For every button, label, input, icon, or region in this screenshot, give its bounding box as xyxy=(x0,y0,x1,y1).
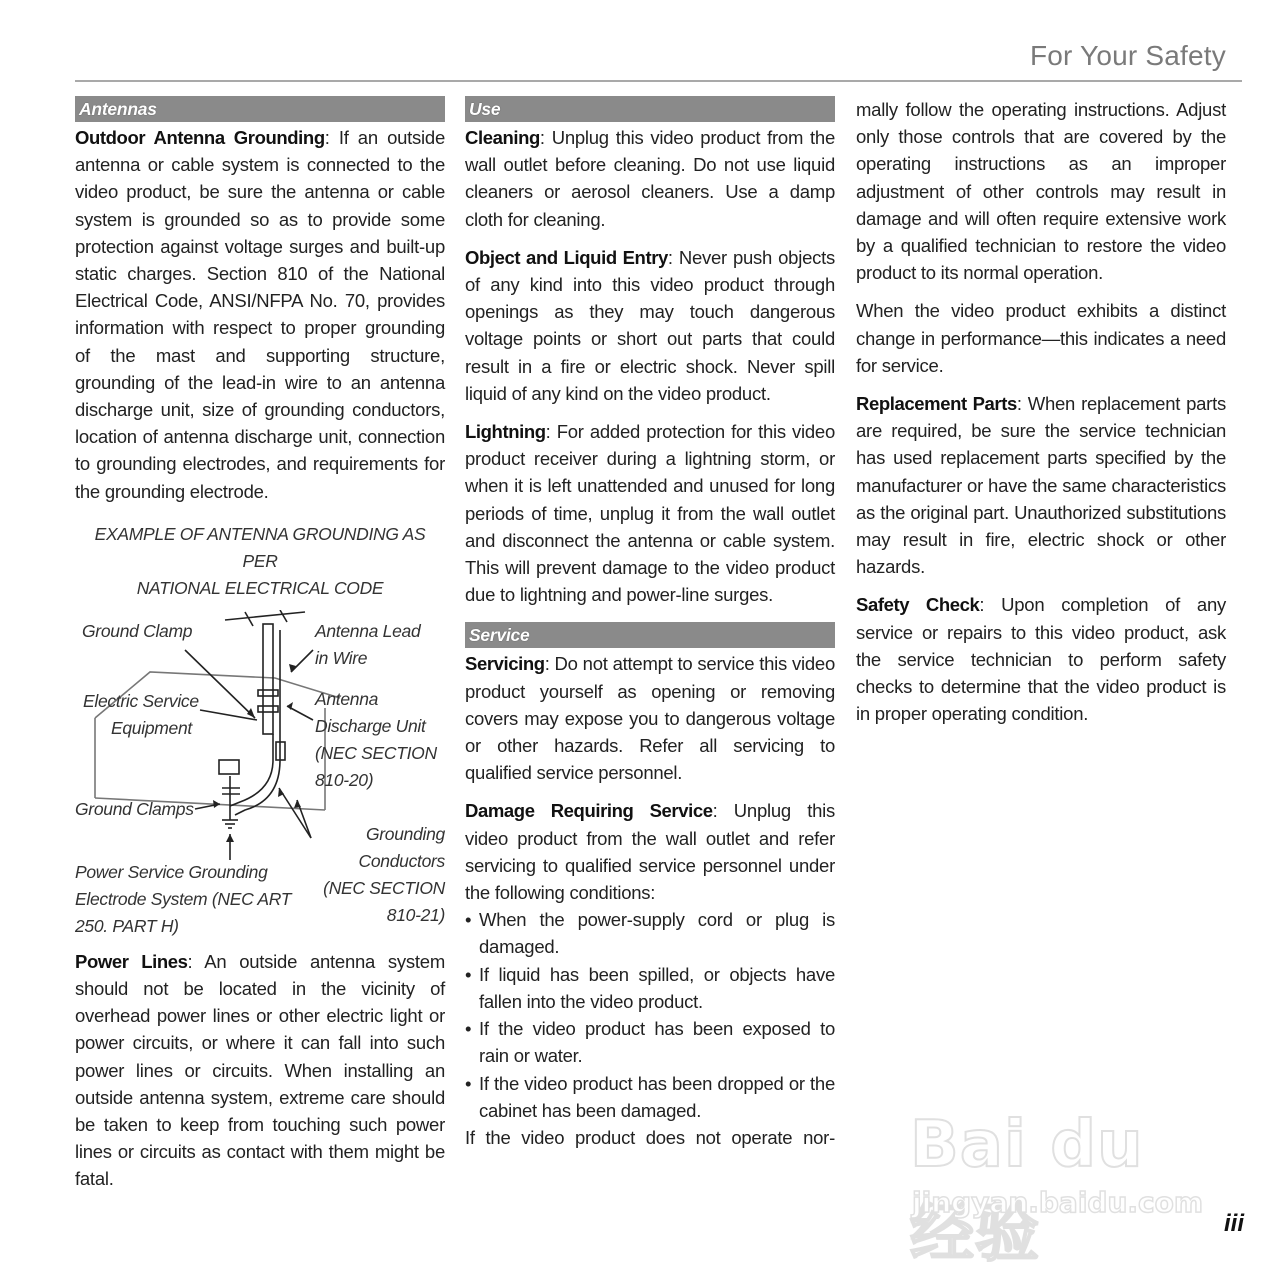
column-right xyxy=(856,96,1226,738)
figure-caption xyxy=(75,521,445,602)
term-power-lines: Power Lines xyxy=(75,950,188,972)
text-lightning: : For added protection for this video product receiver during a lightning storm, or when it is left unattended and unused for long periods of time, unplug it from the wall outlet and disconnect the antenna or cable system. This will prevent damage to the video product due to lightning and power-line surges. xyxy=(465,421,835,606)
section-heading-service: Service xyxy=(465,622,835,648)
paragraph-lightning xyxy=(465,418,835,608)
term-object-liquid-entry: Object and Liquid Entry xyxy=(465,246,668,268)
page-header xyxy=(75,38,1242,82)
label-electric-service-line-1: Electric Service xyxy=(83,690,199,711)
antenna-mast xyxy=(263,624,273,734)
list-item: • If the video product has been exposed to rain or water. xyxy=(465,1015,835,1069)
antenna-grounding-diagram xyxy=(75,610,445,946)
paragraph-damage-requiring-service xyxy=(465,797,835,906)
baidu-watermark xyxy=(908,1088,1208,1271)
list-item: • When the power-supply cord or plug is damaged. xyxy=(465,906,835,960)
paragraph-replacement-parts xyxy=(856,390,1226,580)
figure-caption-line-2: NATIONAL ELECTRICAL CODE xyxy=(136,577,384,598)
term-servicing: Servicing xyxy=(465,653,545,675)
label-antenna-lead-line-2: in Wire xyxy=(315,647,368,668)
paragraph-not-operate: If the video product does not operate nor- xyxy=(465,1126,835,1148)
text-replacement-parts: : When replacement parts are required, be sure the service technician has used replacement parts specified by the manufacturer or have the same characteristics as the original part. Unauthorized substitutions may result in fire, electric shock or other hazards. xyxy=(856,393,1226,578)
label-grounding-line-1: Grounding xyxy=(365,823,445,844)
watermark-logo: Bai du 经验 xyxy=(910,1108,1144,1271)
term-lightning: Lightning xyxy=(465,421,546,443)
paragraph-safety-check xyxy=(856,591,1226,727)
text-power-lines: : An outside antenna system should not be located in the vicinity of overhead power lines or other electric light or power circuits, or where it can fall into such power lines or circuits. When installing an outside antenna system, extreme care should be taken to keep from touching such power lines or circuits as contact with them might be fatal. xyxy=(75,950,445,1190)
column-left xyxy=(75,96,445,1204)
text-damage-requiring-service: : Unplug this video product from the wall outlet and refer servicing to qualified service personnel under the following conditions: xyxy=(465,800,835,904)
list-item: • If the video product has been dropped or the cabinet has been damaged. xyxy=(465,1070,835,1124)
figure-caption-line-1: EXAMPLE OF ANTENNA GROUNDING AS PER xyxy=(94,523,426,571)
term-safety-check: Safety Check xyxy=(856,594,980,616)
paragraph-servicing xyxy=(465,650,835,786)
label-ground-clamp: Ground Clamp xyxy=(82,620,193,641)
paragraph-operating-continued: mally follow the operating instructions. Adjust only those controls that are covered by the operating instructions as an improper adjustment of other controls may result in damage and will often require extensive work by a qualified technician to restore the video product to its normal operation. xyxy=(856,99,1226,284)
label-grounding-line-3: (NEC SECTION xyxy=(323,877,445,898)
service-equipment-box xyxy=(219,760,239,774)
paragraph-object-liquid-entry xyxy=(465,244,835,407)
watermark-url: jingyan.baidu.com xyxy=(912,1186,1204,1219)
paragraph-outdoor-antenna-grounding xyxy=(75,124,445,505)
text-outdoor-antenna-grounding: : If an outside antenna or cable system is connected to the video product, be sure the antenna or cable system is grounded so as to provide some protection against voltage surges and built-up static charges. Section 810 of the National Electrical Code, ANSI/NFPA No. 70, provides information with respect to proper grounding of the mast and supporting structure, grounding of the lead-in wire to an antenna discharge unit, size of grounding conductors, location of antenna discharge unit, connection to grounding electrodes, and requirements for the grounding electrode. xyxy=(75,127,445,502)
label-antenna-lead-line-1: Antenna Lead xyxy=(315,620,421,641)
label-grounding-line-2: Conductors xyxy=(358,850,445,871)
label-power-service-line-2: Electrode System (NEC ART xyxy=(75,888,292,909)
text-servicing: : Do not attempt to service this video product yourself as opening or removing covers may expose you to dangerous voltage or other hazards. Refer all servicing to qualified service personnel. xyxy=(465,653,835,784)
label-discharge-line-4: 810-20) xyxy=(315,769,374,790)
antenna-crossbar xyxy=(225,612,305,620)
damage-conditions-list xyxy=(465,906,835,1124)
label-grounding-line-4: 810-21) xyxy=(386,904,445,925)
term-outdoor-antenna-grounding: Outdoor Antenna Grounding xyxy=(75,127,325,148)
section-heading-use: Use xyxy=(465,96,835,122)
column-middle xyxy=(465,96,835,1162)
page-title: For Your Safety xyxy=(1029,40,1226,71)
text-cleaning: : Unplug this video product from the wall outlet before cleaning. Do not use liquid cleaners or aerosol cleaners. Use a damp cloth for cleaning. xyxy=(465,127,835,230)
label-discharge-line-2: Discharge Unit xyxy=(315,715,426,736)
label-discharge-line-3: (NEC SECTION xyxy=(315,742,437,763)
text-safety-check: : Upon completion of any service or repairs to this video product, ask the service technician to perform safety checks to determine that the video product is in proper operating condition. xyxy=(856,594,1226,725)
label-ground-clamps: Ground Clamps xyxy=(75,798,194,819)
label-power-service-line-3: 250. PART H) xyxy=(75,915,179,936)
paragraph-power-lines xyxy=(75,948,445,1193)
text-object-liquid-entry: : Never push objects of any kind into this video product through openings as they may touch dangerous voltage points or short out parts that could result in a fire or electric shock. Never spill liquid of any kind on the video product. xyxy=(465,246,835,404)
label-power-service-line-1: Power Service Grounding xyxy=(75,861,268,882)
section-heading-antennas: Antennas xyxy=(75,96,445,122)
arrow-grounding-conductor-a xyxy=(279,788,311,838)
arrow-lead-in xyxy=(291,650,313,672)
page-number: iii xyxy=(1224,1210,1245,1237)
label-electric-service-line-2: Equipment xyxy=(111,717,192,738)
term-replacement-parts: Replacement Parts xyxy=(856,393,1017,415)
term-damage-requiring-service: Damage Requiring Service xyxy=(465,800,713,822)
term-cleaning: Cleaning xyxy=(465,127,540,148)
list-item: • If liquid has been spilled, or objects have fallen into the video product. xyxy=(465,961,835,1015)
label-discharge-line-1: Antenna xyxy=(315,688,379,709)
paragraph-distinct-change: When the video product exhibits a distinct change in performance—this indicates a need for service. xyxy=(856,300,1226,376)
paragraph-cleaning xyxy=(465,124,835,233)
